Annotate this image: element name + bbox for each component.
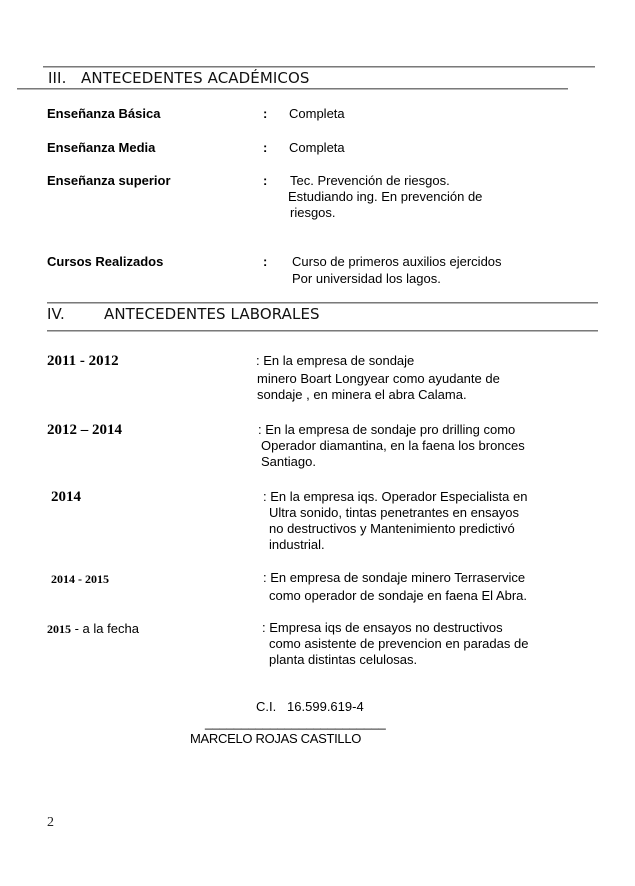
field-value-cursos-realizados [292, 254, 502, 287]
field-colon: : [263, 254, 268, 269]
field-label-cursos-realizados: Cursos Realizados [47, 254, 164, 269]
job-period [47, 621, 139, 637]
job-line: no destructivos y Mantenimiento predictivó [269, 521, 515, 536]
field-label-ensenanza-superior: Enseñanza superior [47, 173, 171, 188]
job-period-rest: - a la fecha [71, 621, 139, 636]
section-3-top-rule [43, 66, 595, 68]
signature-line: _________________________ [205, 715, 386, 730]
ci-number: C.I. 16.599.619-4 [256, 699, 364, 714]
job-line: : En empresa de sondaje minero Terraservice [263, 570, 526, 585]
field-colon: : [263, 140, 268, 155]
job-period: 2012 – 2014 [47, 422, 122, 438]
field-label-ensenanza-media: Enseñanza Media [47, 140, 156, 155]
value-line: Tec. Prevención de riesgos. [290, 173, 450, 188]
field-label-ensenanza-basica: Enseñanza Básica [47, 106, 161, 121]
job-description [262, 620, 528, 668]
job-line: : En la empresa de sondaje [256, 353, 415, 368]
job-description [256, 353, 500, 403]
job-line: planta distintas celulosas. [269, 652, 418, 667]
job-line: como operador de sondaje en faena El Abra. [269, 588, 528, 603]
job-line: Santiago. [261, 454, 316, 469]
job-description [258, 422, 525, 470]
field-colon: : [263, 106, 268, 121]
job-period: 2011 - 2012 [47, 353, 119, 369]
page-number: 2 [47, 815, 54, 830]
job-description [263, 489, 527, 553]
field-value-ensenanza-media: Completa [289, 140, 345, 155]
job-period: 2014 - 2015 [51, 572, 109, 586]
job-description [263, 570, 527, 604]
field-value-ensenanza-basica: Completa [289, 106, 345, 121]
section-4-top-rule [47, 302, 598, 304]
value-line: riesgos. [290, 205, 336, 220]
section-3-title: III. ANTECEDENTES ACADÉMICOS [48, 69, 310, 87]
job-line: : En la empresa de sondaje pro drilling como [258, 422, 516, 437]
section-3-bottom-rule [17, 88, 568, 90]
signer-name: MARCELO ROJAS CASTILLO [190, 731, 362, 746]
field-value-ensenanza-superior [290, 173, 482, 221]
section-4-title: ANTECEDENTES LABORALES [104, 305, 320, 323]
value-line: Por universidad los lagos. [292, 271, 441, 286]
job-line: como asistente de prevencion en paradas de [269, 636, 529, 651]
job-line: : En la empresa iqs. Operador Especialista en [263, 489, 528, 504]
job-line: minero Boart Longyear como ayudante de [257, 371, 500, 386]
job-period-year: 2015 [47, 622, 71, 636]
job-period: 2014 [51, 489, 81, 505]
value-line: Curso de primeros auxilios ejercidos [292, 254, 502, 269]
section-4-title-number: IV. [47, 305, 65, 323]
job-line: Ultra sonido, tintas penetrantes en ensayos [269, 505, 520, 520]
section-4-bottom-rule [47, 330, 598, 332]
field-colon: : [263, 173, 268, 188]
job-line: industrial. [269, 537, 325, 552]
value-line: Estudiando ing. En prevención de [288, 189, 483, 204]
job-line: sondaje , en minera el abra Calama. [257, 387, 467, 402]
job-line: : Empresa iqs de ensayos no destructivos [262, 620, 503, 635]
job-line: Operador diamantina, en la faena los bronces [261, 438, 525, 453]
